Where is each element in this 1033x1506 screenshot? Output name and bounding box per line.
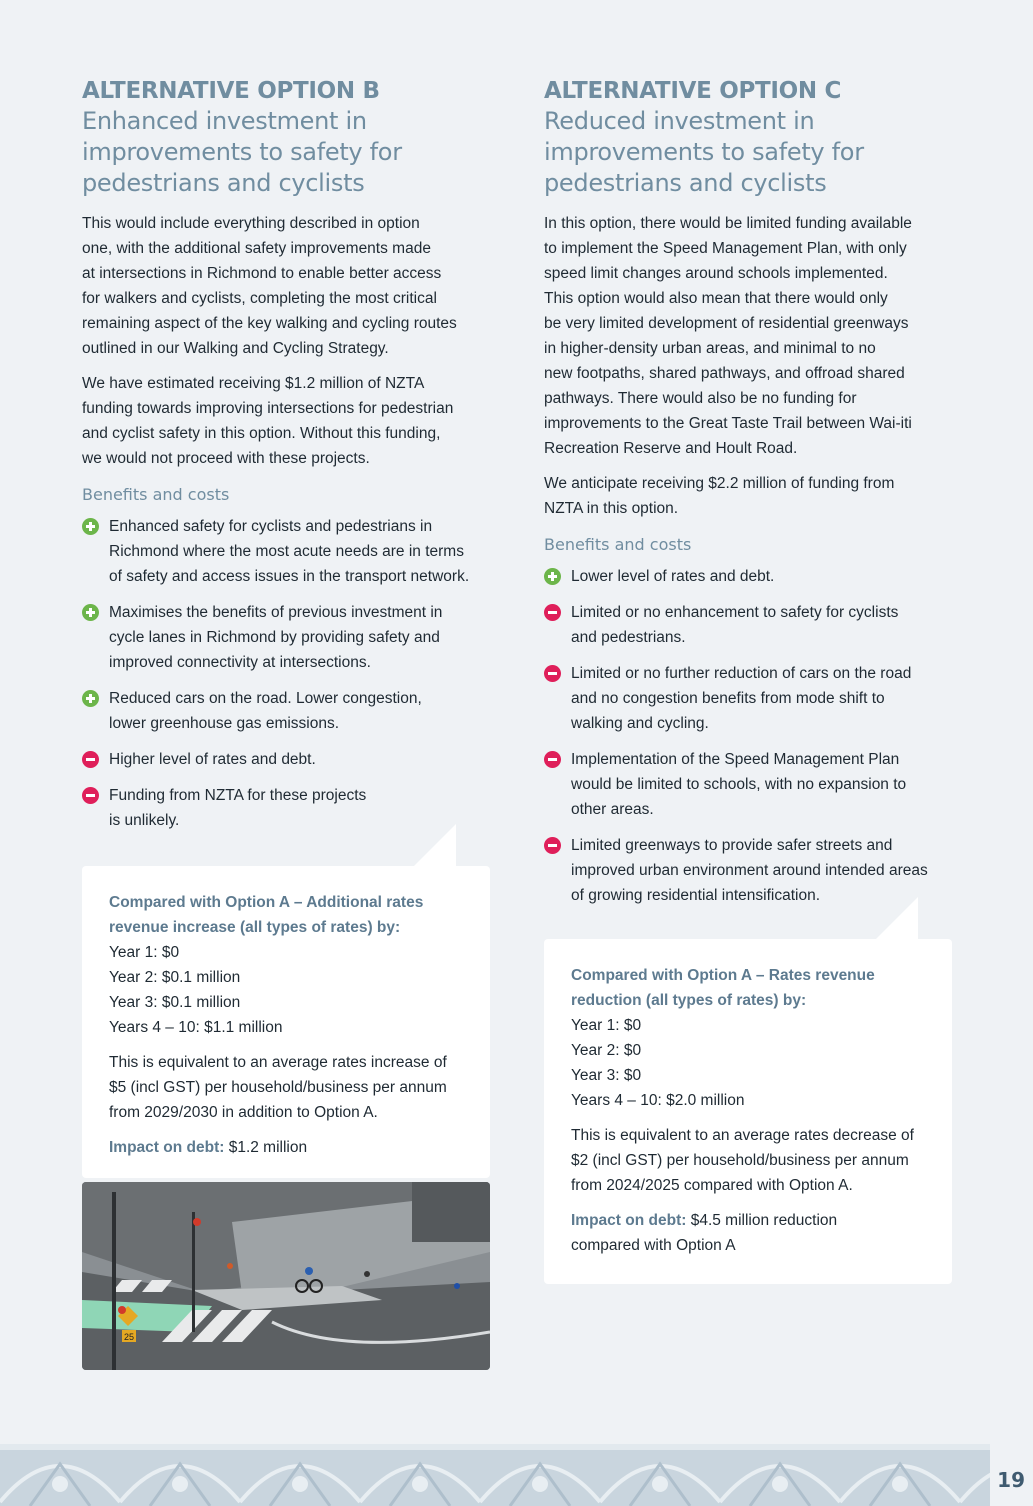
option-c-column: [544, 78, 954, 919]
text-line: of growing residential intensification.: [571, 887, 820, 904]
option-c-rates-box: [544, 939, 952, 1284]
text-line: Limited or no further reduction of cars on the road: [571, 665, 912, 682]
option-c-paragraph-1: [544, 211, 954, 461]
list-item: [82, 600, 492, 675]
text-line: remaining aspect of the key walking and cycling routes: [82, 315, 457, 332]
text-line: This is equivalent to an average rates increase of: [109, 1054, 447, 1071]
option-b-rates-box: [82, 866, 490, 1178]
text-line: other areas.: [571, 801, 654, 818]
option-b-benefits-list: [82, 514, 492, 833]
option-b-benefits-heading: Benefits and costs: [82, 485, 230, 504]
year-line: Year 2: $0.1 million: [109, 969, 241, 986]
minus-circle-icon: [544, 837, 561, 854]
list-item: [544, 600, 954, 650]
text-line: to implement the Speed Management Plan, with only: [544, 240, 907, 257]
text-line: from 2024/2025 compared with Option A.: [571, 1177, 853, 1194]
year-line: Year 1: $0: [109, 944, 180, 961]
text-line: revenue increase (all types of rates) by:: [109, 919, 401, 936]
text-line: This is equivalent to an average rates decrease of: [571, 1127, 914, 1144]
text-line: Enhanced safety for cyclists and pedestrians in: [109, 518, 433, 535]
debt-value: $1.2 million: [224, 1139, 308, 1156]
list-item: [82, 747, 492, 772]
text-line: Implementation of the Speed Management Plan: [571, 751, 900, 768]
plus-circle-icon: [544, 568, 561, 585]
option-b-kicker: ALTERNATIVE OPTION B: [82, 78, 380, 104]
list-item: [82, 686, 492, 736]
subtitle-line: improvements to safety for: [82, 138, 402, 166]
option-b-column: [82, 78, 492, 844]
text-line: is unlikely.: [109, 812, 180, 829]
box-equivalent-text: [571, 1123, 925, 1198]
text-line: funding towards improving intersections for pedestrian: [82, 400, 454, 417]
text-line: for walkers and cyclists, completing the most critical: [82, 290, 437, 307]
debt-label: Impact on debt:: [109, 1139, 225, 1156]
text-line: improved connectivity at intersections.: [109, 654, 371, 671]
minus-circle-icon: [544, 665, 561, 682]
year-line: Years 4 – 10: $2.0 million: [571, 1092, 745, 1109]
subtitle-line: Reduced investment in: [544, 107, 815, 135]
text-line: pathways. There would also be no funding for: [544, 390, 857, 407]
text-line: from 2029/2030 in addition to Option A.: [109, 1104, 378, 1121]
year-line: Years 4 – 10: $1.1 million: [109, 1019, 283, 1036]
text-line: cycle lanes in Richmond by providing safety and: [109, 629, 440, 646]
text-line: of safety and access issues in the transport network.: [109, 568, 470, 585]
footer-pattern: [0, 1444, 1033, 1506]
option-b-subtitle: [82, 106, 492, 199]
text-line: reduction (all types of rates) by:: [571, 992, 807, 1009]
minus-circle-icon: [82, 787, 99, 804]
text-line: Higher level of rates and debt.: [109, 751, 316, 768]
text-line: at intersections in Richmond to enable better access: [82, 265, 442, 282]
list-item: [544, 564, 954, 589]
text-line: be very limited development of residential greenways: [544, 315, 909, 332]
minus-circle-icon: [544, 604, 561, 621]
text-line: Lower level of rates and debt.: [571, 568, 775, 585]
text-line: This option would also mean that there would only: [544, 290, 888, 307]
subtitle-line: improvements to safety for: [544, 138, 864, 166]
koru-pattern-decoration: [0, 1444, 1033, 1506]
option-c-subtitle: [544, 106, 954, 199]
speed-sign-label: 25: [123, 1332, 135, 1342]
year-line: Year 3: $0.1 million: [109, 994, 241, 1011]
option-b-paragraph-1: [82, 211, 492, 361]
box-equivalent-text: [109, 1050, 463, 1125]
list-item: [544, 661, 954, 736]
text-line: In this option, there would be limited funding available: [544, 215, 912, 232]
page-number: 19: [997, 1468, 1025, 1492]
option-b-paragraph-2: [82, 371, 492, 471]
text-line: would be limited to schools, with no expansion to: [571, 776, 907, 793]
box-heading: [571, 963, 925, 1013]
minus-circle-icon: [82, 751, 99, 768]
option-c-paragraph-2: [544, 471, 954, 521]
year-line: Year 2: $0: [571, 1042, 642, 1059]
debt-value: $4.5 million reduction: [686, 1212, 838, 1229]
text-line: walking and cycling.: [571, 715, 709, 732]
text-line: Reduced cars on the road. Lower congestion,: [109, 690, 422, 707]
text-line: Funding from NZTA for these projects: [109, 787, 367, 804]
text-line: Richmond where the most acute needs are in terms: [109, 543, 464, 560]
street-photo: [82, 1182, 490, 1370]
plus-circle-icon: [82, 518, 99, 535]
text-line: improvements to the Great Taste Trail between Wai-iti: [544, 415, 912, 432]
text-line: $2 (incl GST) per household/business per annum: [571, 1152, 909, 1169]
debt-label: Impact on debt:: [571, 1212, 687, 1229]
text-line: and cyclist safety in this option. Without this funding,: [82, 425, 441, 442]
year-line: Year 1: $0: [571, 1017, 642, 1034]
text-line: Compared with Option A – Additional rates: [109, 894, 424, 911]
subtitle-line: pedestrians and cyclists: [544, 169, 827, 197]
text-line: This would include everything described in option: [82, 215, 420, 232]
speech-fold: [414, 824, 456, 866]
list-item: [544, 747, 954, 822]
box-debt-impact: [571, 1208, 925, 1258]
option-c-kicker: ALTERNATIVE OPTION C: [544, 78, 842, 104]
text-line: one, with the additional safety improvements made: [82, 240, 431, 257]
box-heading: [109, 890, 463, 940]
debt-value-continued: compared with Option A: [571, 1237, 736, 1254]
plus-circle-icon: [82, 604, 99, 621]
text-line: in higher-density urban areas, and minimal to no: [544, 340, 876, 357]
text-line: $5 (incl GST) per household/business per annum: [109, 1079, 447, 1096]
plus-circle-icon: [82, 690, 99, 707]
text-line: and pedestrians.: [571, 629, 686, 646]
text-line: improved urban environment around intended areas: [571, 862, 928, 879]
text-line: we would not proceed with these projects.: [82, 450, 370, 467]
option-c-benefits-heading: Benefits and costs: [544, 535, 692, 554]
subtitle-line: Enhanced investment in: [82, 107, 367, 135]
text-line: new footpaths, shared pathways, and offroad shared: [544, 365, 905, 382]
year-line: Year 3: $0: [571, 1067, 642, 1084]
box-debt-impact: [109, 1135, 463, 1160]
option-c-benefits-list: [544, 564, 954, 908]
text-line: Maximises the benefits of previous investment in: [109, 604, 443, 621]
text-line: Limited or no enhancement to safety for cyclists: [571, 604, 899, 621]
text-line: lower greenhouse gas emissions.: [109, 715, 340, 732]
text-line: We have estimated receiving $1.2 million of NZTA: [82, 375, 425, 392]
text-line: We anticipate receiving $2.2 million of funding from: [544, 475, 895, 492]
text-line: and no congestion benefits from mode shift to: [571, 690, 885, 707]
text-line: outlined in our Walking and Cycling Strategy.: [82, 340, 389, 357]
text-line: Compared with Option A – Rates revenue: [571, 967, 875, 984]
speech-fold: [876, 897, 918, 939]
street-photo-illustration: [82, 1182, 490, 1370]
subtitle-line: pedestrians and cyclists: [82, 169, 365, 197]
list-item: [82, 514, 492, 589]
text-line: Recreation Reserve and Hoult Road.: [544, 440, 798, 457]
text-line: NZTA in this option.: [544, 500, 679, 517]
minus-circle-icon: [544, 751, 561, 768]
text-line: Limited greenways to provide safer streets and: [571, 837, 893, 854]
text-line: speed limit changes around schools implemented.: [544, 265, 888, 282]
